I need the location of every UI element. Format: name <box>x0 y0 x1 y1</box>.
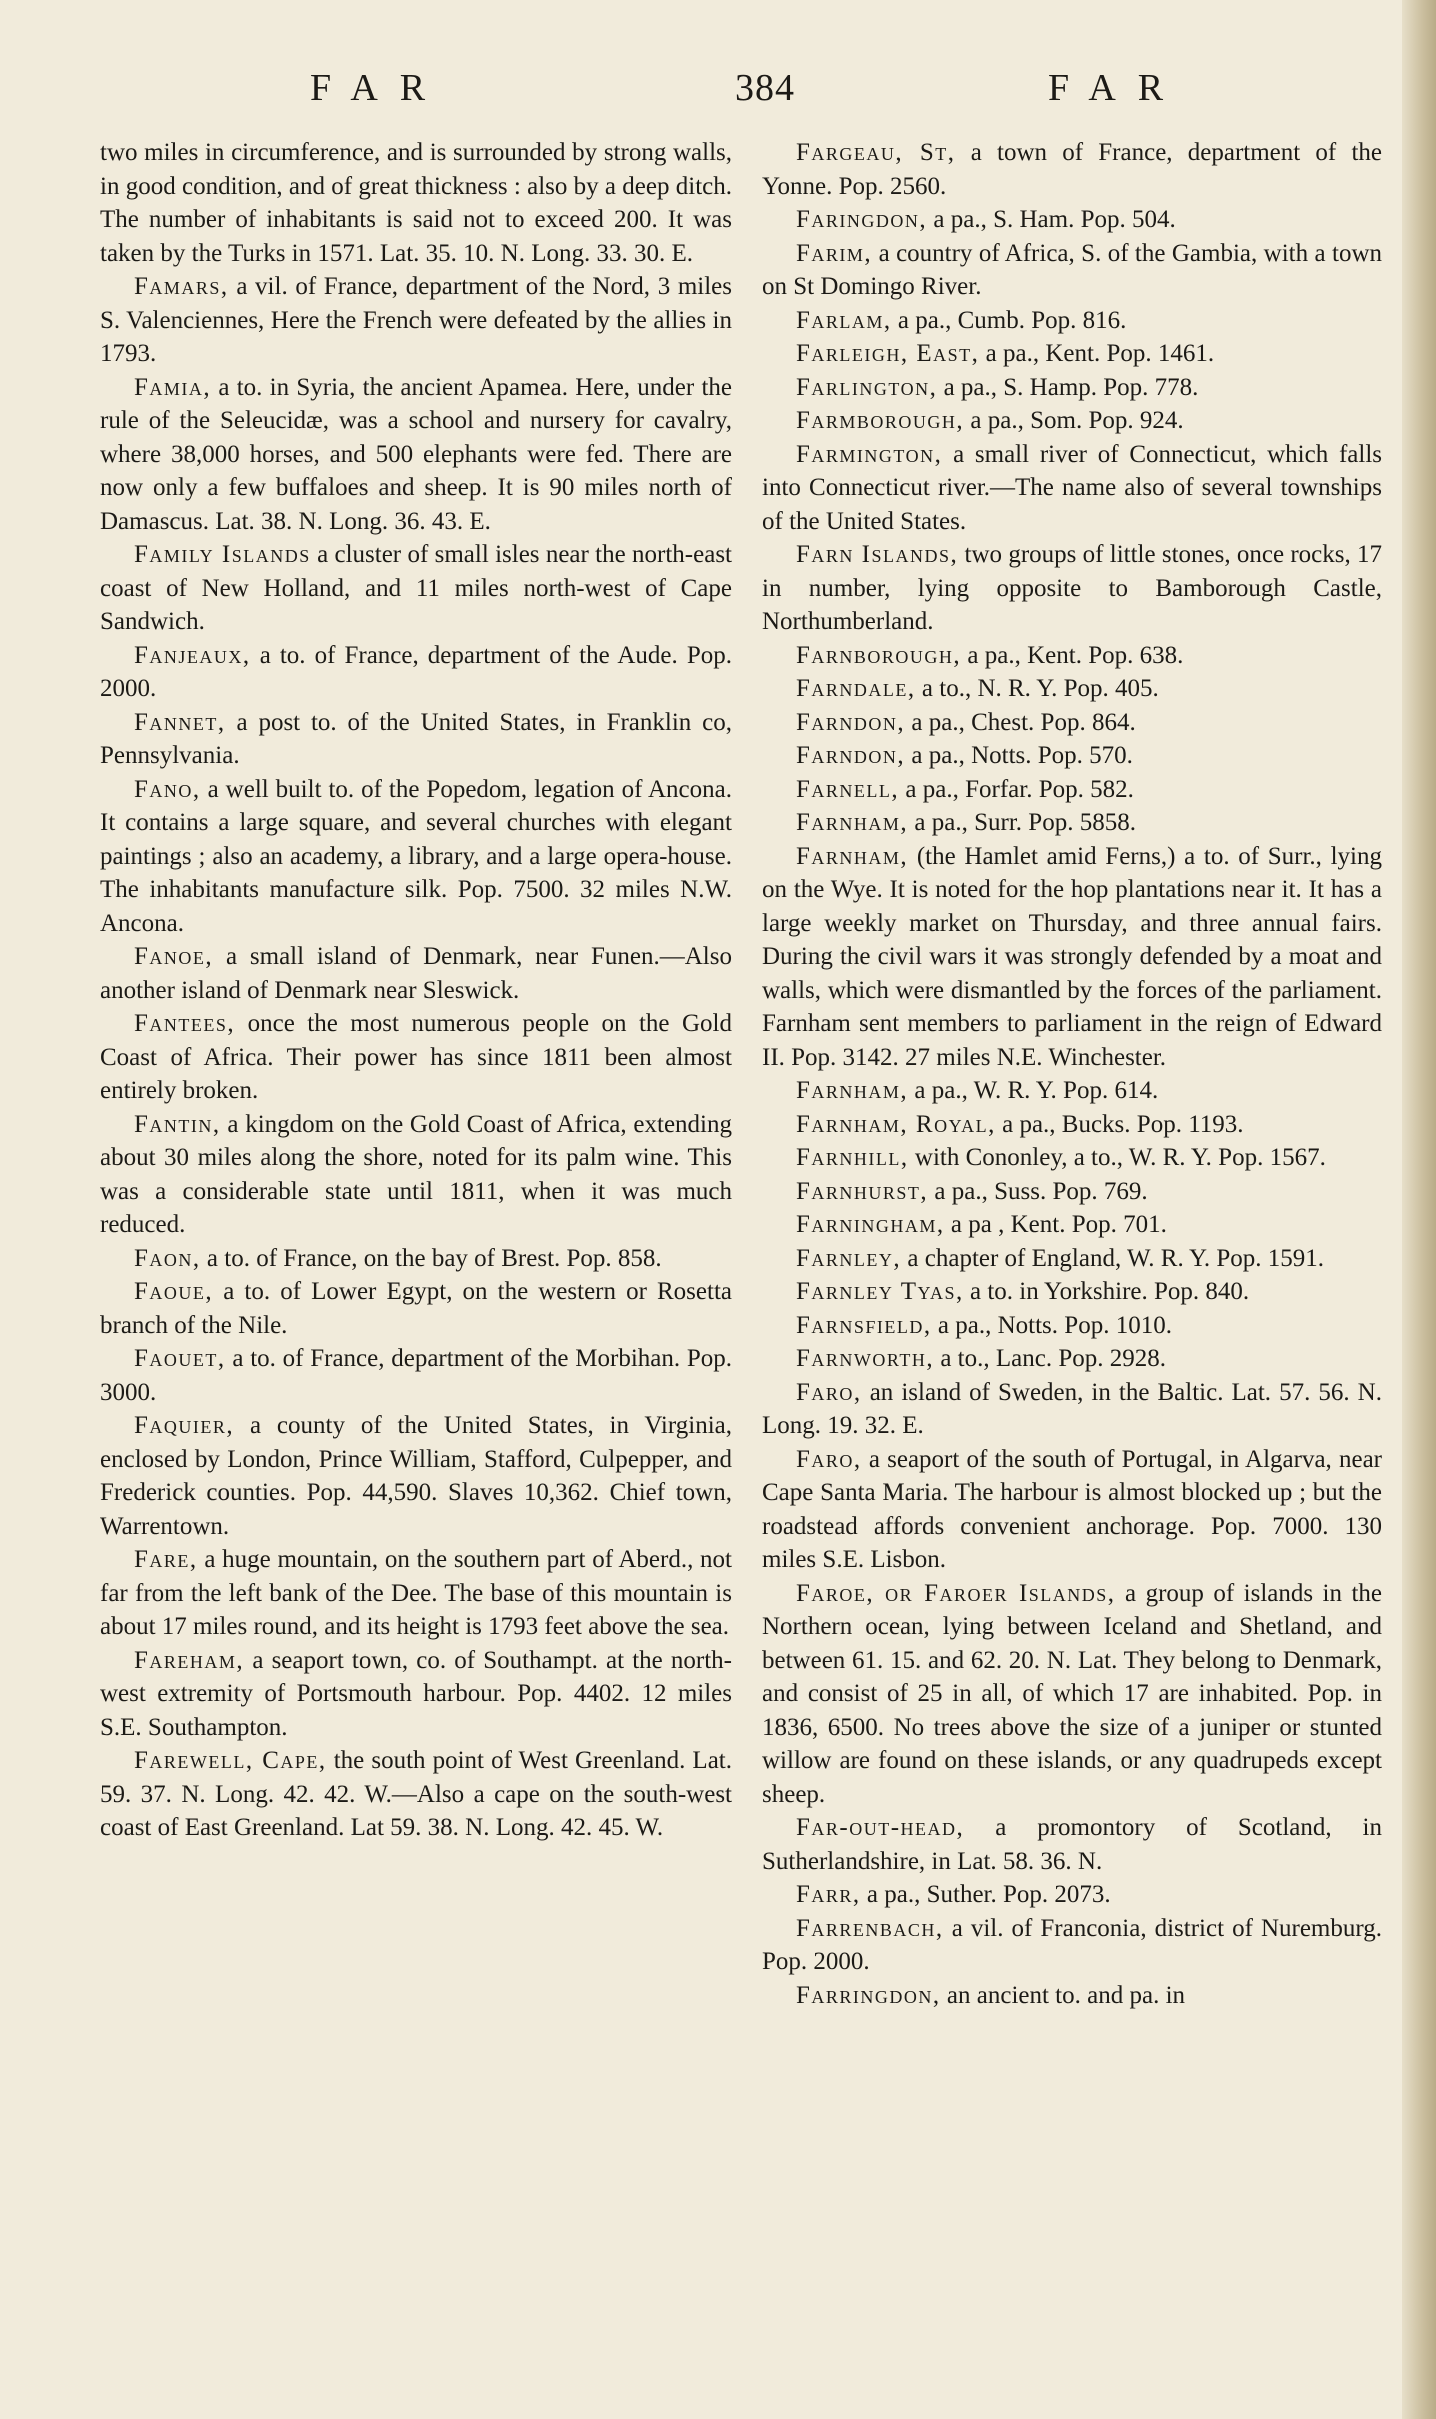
entry-headword: Farleigh, East, <box>796 340 980 367</box>
gazetteer-entry <box>762 840 1382 1075</box>
entry-headword: Faouet, <box>134 1345 226 1372</box>
entry-headword: Farnham, Royal, <box>796 1110 996 1138</box>
gazetteer-entry <box>100 773 732 941</box>
gazetteer-entry <box>100 371 732 539</box>
entry-headword: Famars, <box>134 273 229 300</box>
gazetteer-entry <box>762 371 1382 405</box>
entry-headword: Fantin, <box>134 1110 221 1138</box>
entry-text: a pa., S. Hamp. Pop. 778. <box>937 373 1199 401</box>
entry-text: a to. of France, department of the Aude. Pop. 2000. <box>100 641 732 702</box>
entry-headword: Faro, <box>796 1378 862 1406</box>
gazetteer-entry <box>762 1811 1382 1878</box>
entry-text: two groups of little stones, once rocks, 17 in number, lying opposite to Bamborough Castle, Northumberland. <box>762 541 1382 635</box>
entry-text: a promontory of Scotland, in Sutherlandshire, in Lat. 58. 36. N. <box>762 1814 1382 1875</box>
entry-headword: Faroe, or Faroer Islands, <box>796 1579 1116 1607</box>
entry-text: a to., Lanc. Pop. 2928. <box>934 1345 1166 1372</box>
gazetteer-entry <box>100 1543 732 1644</box>
entry-text: a vil. of Franconia, district of Nuremburg. Pop. 2000. <box>762 1914 1382 1975</box>
entry-headword: Fargeau, St, <box>796 139 956 166</box>
gazetteer-entry <box>762 237 1382 304</box>
entry-text: a to. of Lower Egypt, on the western or Rosetta branch of the Nile. <box>100 1278 732 1339</box>
entry-text: a pa., Kent. Pop. 638. <box>961 641 1184 669</box>
entry-headword: Farmborough, <box>796 407 965 434</box>
entry-text: two miles in circumference, and is surrounded by strong walls, in good condition, and of great thickness : also by a deep ditch. The number of inhabitants is said not to exceed 200. It was taken by the Turks in 1571. Lat. 35. 10. N. Long. 33. 30. E. <box>100 139 732 267</box>
gazetteer-entry <box>100 1275 732 1342</box>
gazetteer-entry <box>762 1376 1382 1443</box>
entry-text: a to., N. R. Y. Pop. 405. <box>915 675 1159 702</box>
entry-headword: Farringdon, <box>796 1981 941 2009</box>
entry-text: a pa., W. R. Y. Pop. 614. <box>908 1077 1159 1104</box>
gazetteer-entry <box>100 940 732 1007</box>
entry-headword: Farnham, <box>796 809 909 836</box>
gazetteer-entry <box>762 1175 1382 1209</box>
entry-text: once the most numerous people on the Gold Coast of Africa. Their power has since 1811 been almost entirely broken. <box>100 1010 732 1104</box>
entry-headword: Farnsfield, <box>796 1311 932 1339</box>
gazetteer-entry <box>100 1007 732 1108</box>
entry-text: a seaport of the south of Portugal, in Algarva, near Cape Santa Maria. The harbour is almost blocked up ; but the roadstead affords convenient anchorage. Pop. 7000. 130 miles S.E. Lisbon. <box>762 1445 1382 1573</box>
gazetteer-entry <box>100 1342 732 1409</box>
header-right-guide-word: FAR <box>1048 67 1186 109</box>
entry-headword: Farnley, <box>796 1244 902 1272</box>
entry-headword: Fareham, <box>134 1646 245 1674</box>
entry-headword: Farewell, Cape, <box>134 1747 327 1774</box>
entry-headword: Farn Islands, <box>796 541 959 568</box>
gazetteer-entry <box>762 1912 1382 1979</box>
entry-text: a cluster of small isles near the north-east coast of New Holland, and 11 miles north-west of Cape Sandwich. <box>100 541 732 635</box>
entry-text: a post to. of the United States, in Franklin co, Pennsylvania. <box>100 708 732 769</box>
entry-text: a seaport town, co. of Southampt. at the north-west extremity of Portsmouth harbour. Pop. 4402. 12 miles S.E. Southampton. <box>100 1646 732 1741</box>
entry-headword: Farningham, <box>796 1211 945 1238</box>
entry-text: an island of Sweden, in the Baltic. Lat. 57. 56. N. Long. 19. 32. E. <box>762 1378 1382 1439</box>
gazetteer-entry <box>100 1644 732 1745</box>
entry-text: the south point of West Greenland. Lat. 59. 37. N. Long. 42. 42. W.—Also a cape on the south-west coast of East Greenland. Lat 59. 38. N. Long. 42. 45. W. <box>100 1747 732 1841</box>
gazetteer-entry <box>762 1242 1382 1276</box>
gazetteer-entry <box>762 1577 1382 1812</box>
entry-text: a pa., Surr. Pop. 5858. <box>908 809 1136 836</box>
entry-headword: Faquier, <box>134 1412 235 1439</box>
entry-headword: Farnhurst, <box>796 1177 929 1205</box>
entry-headword: Famia, <box>134 373 212 401</box>
entry-headword: Fantees, <box>134 1010 236 1037</box>
entry-headword: Farndale, <box>796 675 916 702</box>
gazetteer-entry <box>100 538 732 639</box>
entry-headword: Farlam, <box>796 306 892 334</box>
entry-text: a small river of Connecticut, which falls into Connecticut river.—The name also of several townships of the United States. <box>762 440 1382 535</box>
gazetteer-entry <box>762 404 1382 438</box>
entry-text: a to. in Yorkshire. Pop. 840. <box>963 1278 1250 1305</box>
gazetteer-entry <box>100 1744 732 1845</box>
gazetteer-entry <box>762 304 1382 338</box>
gazetteer-entry <box>762 706 1382 740</box>
gazetteer-entry <box>762 1208 1382 1242</box>
page-number: 384 <box>735 67 795 109</box>
entry-text: a to. in Syria, the ancient Apamea. Here, under the rule of the Seleucidæ, was a school and nursery for cavalry, where 38,000 horses, and 500 elephants were fed. There are now only a few buffaloes and sheep. It is 90 miles north of Damascus. Lat. 38. N. Long. 36. 43. E. <box>100 373 732 535</box>
entry-headword: Farr, <box>796 1881 861 1908</box>
gazetteer-entry <box>762 639 1382 673</box>
gazetteer-entry <box>100 1409 732 1543</box>
running-header <box>100 66 1390 126</box>
gazetteer-entry <box>762 136 1382 203</box>
entry-text: a kingdom on the Gold Coast of Africa, extending about 30 miles along the shore, noted for its palm wine. This was a considerable state until 1811, when it was much reduced. <box>100 1110 732 1238</box>
entry-headword: Fannet, <box>134 708 226 736</box>
entry-text: a pa., Cumb. Pop. 816. <box>891 306 1127 334</box>
entry-headword: Far-out-head, <box>796 1814 965 1841</box>
entry-headword: Farnham, <box>796 842 909 870</box>
entry-headword: Fano, <box>134 775 201 803</box>
gazetteer-entry <box>762 1342 1382 1376</box>
entry-headword: Family Islands <box>134 541 311 568</box>
entry-text: a pa., Kent. Pop. 1461. <box>979 340 1215 367</box>
gazetteer-entry <box>100 1108 732 1242</box>
gazetteer-entry <box>100 706 732 773</box>
gazetteer-entry <box>762 337 1382 371</box>
entry-text: with Cononley, a to., W. R. Y. Pop. 1567. <box>908 1144 1326 1171</box>
entry-headword: Faro, <box>796 1445 862 1473</box>
gazetteer-entry <box>762 1074 1382 1108</box>
entry-headword: Farmington, <box>796 440 943 468</box>
gazetteer-entry <box>762 538 1382 639</box>
entry-headword: Faringdon, <box>796 206 928 233</box>
entry-headword: Farnworth, <box>796 1345 935 1372</box>
entry-headword: Farim, <box>796 239 873 267</box>
gazetteer-entry <box>762 1141 1382 1175</box>
entry-text: a pa., Bucks. Pop. 1193. <box>995 1110 1244 1138</box>
gazetteer-entry <box>762 773 1382 807</box>
gazetteer-entry <box>100 639 732 706</box>
entry-headword: Farndon, <box>796 742 906 769</box>
entry-text: a to. of France, department of the Morbihan. Pop. 3000. <box>100 1345 732 1406</box>
gazetteer-entry <box>100 1242 732 1276</box>
entry-text: a county of the United States, in Virginia, enclosed by London, Prince William, Stafford, Culpepper, and Frederick counties. Pop. 44,590. Slaves 10,362. Chief town, Warrentown. <box>100 1412 732 1540</box>
gazetteer-entry <box>100 136 732 270</box>
entry-text: a small island of Denmark, near Funen.—Also another island of Denmark near Sleswick. <box>100 943 732 1004</box>
gazetteer-entry <box>762 672 1382 706</box>
entry-headword: Fanoe, <box>134 943 214 970</box>
gazetteer-entry <box>762 1108 1382 1142</box>
entry-text: a pa , Kent. Pop. 701. <box>944 1211 1167 1238</box>
gazetteer-entry <box>100 270 732 371</box>
gazetteer-entry <box>762 203 1382 237</box>
entry-headword: Farnley Tyas, <box>796 1278 964 1305</box>
entry-text: a vil. of France, department of the Nord, 3 miles S. Valenciennes, Here the French were defeated by the allies in 1793. <box>100 273 732 367</box>
entry-headword: Farnhill, <box>796 1144 909 1171</box>
entry-text: a pa., Suss. Pop. 769. <box>928 1177 1148 1205</box>
gazetteer-entry <box>762 1878 1382 1912</box>
left-column <box>100 136 732 1845</box>
right-column <box>762 136 1382 2012</box>
entry-text: a chapter of England, W. R. Y. Pop. 1591. <box>901 1244 1325 1272</box>
gazetteer-entry <box>762 438 1382 539</box>
entry-text: a pa., Som. Pop. 924. <box>964 407 1184 434</box>
entry-headword: Fanjeaux, <box>134 641 251 669</box>
gazetteer-entry <box>762 1309 1382 1343</box>
entry-headword: Farnborough, <box>796 641 962 669</box>
entry-headword: Fare, <box>134 1546 198 1573</box>
entry-text: a town of France, department of the Yonne. Pop. 2560. <box>762 139 1382 200</box>
entry-headword: Faoue, <box>134 1278 214 1305</box>
gazetteer-entry <box>762 1443 1382 1577</box>
entry-text: a pa., Notts. Pop. 1010. <box>931 1311 1172 1339</box>
entry-text: (the Hamlet amid Ferns,) a to. of Surr., lying on the Wye. It is noted for the hop plantations near it. It has a large weekly market on Thursday, and three annual fairs. During the civil wars it was strongly defended by a moat and walls, which were dismantled by the forces of the parliament. Farnham sent members to parliament in the reign of Edward II. Pop. 3142. 27 miles N.E. Winchester. <box>762 842 1382 1071</box>
entry-headword: Farrenbach, <box>796 1914 944 1942</box>
entry-headword: Farnell, <box>796 775 900 803</box>
entry-headword: Farlington, <box>796 373 938 401</box>
entry-text: a pa., Chest. Pop. 864. <box>905 708 1136 736</box>
gazetteer-entry <box>762 1275 1382 1309</box>
entry-headword: Farndon, <box>796 708 906 736</box>
entry-text: a pa., S. Ham. Pop. 504. <box>927 206 1176 233</box>
entry-text: a huge mountain, on the southern part of Aberd., not far from the left bank of the Dee. The base of this mountain is about 17 miles round, and its height is 1793 feet above the sea. <box>100 1546 732 1640</box>
gazetteer-entry <box>762 806 1382 840</box>
entry-headword: Faon, <box>134 1244 201 1272</box>
entry-headword: Farnham, <box>796 1077 909 1104</box>
page-edge <box>1402 0 1436 2419</box>
entry-text: a pa., Forfar. Pop. 582. <box>899 775 1134 803</box>
entry-text: a pa., Notts. Pop. 570. <box>905 742 1133 769</box>
gazetteer-entry <box>762 1979 1382 2013</box>
header-left-guide-word: FAR <box>310 67 448 109</box>
entry-text: a to. of France, on the bay of Brest. Pop. 858. <box>200 1244 662 1272</box>
entry-text: a group of islands in the Northern ocean, lying between Iceland and Shetland, and between 61. 15. and 62. 20. N. Lat. They belong to Denmark, and consist of 25 in all, of which 17 are inhabited. Pop. in 1836, 6500. No trees above the size of a juniper or stunted willow are found on these islands, or any quadrupeds except sheep. <box>762 1579 1382 1808</box>
entry-text: a well built to. of the Popedom, legation of Ancona. It contains a large square, and several churches with elegant paintings ; also an academy, a library, and a large opera-house. The inhabitants manufacture silk. Pop. 7500. 32 miles N.W. Ancona. <box>100 775 732 937</box>
entry-text: a country of Africa, S. of the Gambia, with a town on St Domingo River. <box>762 239 1382 300</box>
gazetteer-entry <box>762 739 1382 773</box>
entry-text: an ancient to. and pa. in <box>940 1981 1186 2009</box>
entry-text: a pa., Suther. Pop. 2073. <box>860 1881 1111 1908</box>
